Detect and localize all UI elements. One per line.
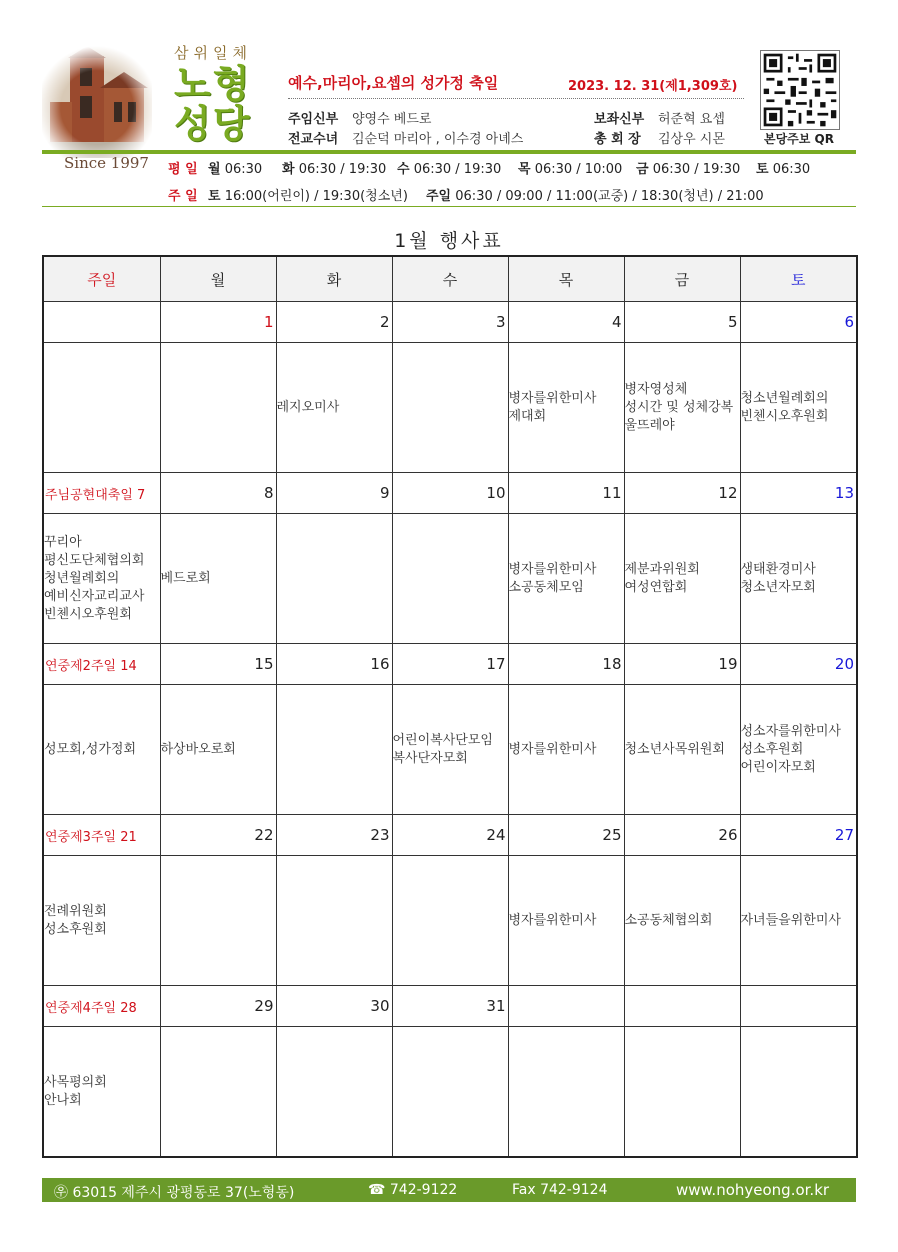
date-number: 19 — [718, 655, 738, 673]
date-number: 13 — [834, 484, 854, 502]
event-cell-mon — [160, 685, 276, 815]
pastor-label: 주임신부 — [288, 112, 339, 127]
date-number: 20 — [834, 655, 854, 673]
president-name: 김상우 시몬 — [658, 132, 725, 147]
date-cell-sat — [740, 986, 857, 1027]
date-cell-wed — [392, 815, 508, 856]
event-item: 성모회,성가정회 — [44, 741, 137, 757]
event-item: 레지오미사 — [276, 399, 340, 415]
date-number: 12 — [718, 484, 738, 502]
event-cell-sat — [740, 514, 857, 644]
event-item: 성시간 및 성체강복 — [624, 399, 734, 415]
date-cell-wed — [392, 644, 508, 685]
date-cell-fri — [624, 644, 740, 685]
event-cell-sat — [740, 685, 857, 815]
date-cell-thu — [508, 815, 624, 856]
date-cell-sat — [740, 815, 857, 856]
divider — [288, 98, 744, 99]
week-date-row — [43, 644, 857, 685]
event-cell-fri — [624, 343, 740, 473]
week-date-row — [43, 815, 857, 856]
date-number: 22 — [254, 826, 274, 844]
event-item: 청소년자모회 — [740, 579, 816, 595]
date-cell-sat — [740, 473, 857, 514]
event-item: 성소후원회 — [740, 741, 804, 757]
date-number: 23 — [370, 826, 390, 844]
church-building-image — [42, 46, 152, 158]
event-item: 예비신자교리교사 — [44, 588, 145, 604]
event-item: 여성연합회 — [624, 579, 688, 595]
event-cell-fri — [624, 1027, 740, 1158]
date-number: 2 — [379, 313, 390, 331]
date-number: 4 — [611, 313, 622, 331]
event-cell-fri — [624, 514, 740, 644]
week-event-row — [43, 514, 857, 644]
date-number: 3 — [495, 313, 506, 331]
event-item: 베드로회 — [160, 570, 211, 586]
event-cell-wed — [392, 1027, 508, 1158]
date-cell-sun — [43, 302, 160, 343]
event-item: 울뜨레야 — [624, 417, 675, 433]
date-number: 9 — [379, 484, 390, 502]
date-cell-mon — [160, 302, 276, 343]
date-cell-sat — [740, 302, 857, 343]
date-cell-sun — [43, 473, 160, 514]
issue-date: 2023. 12. 31(제1,309호) — [568, 79, 738, 94]
calendar-title: 1월 행사표 — [394, 230, 504, 252]
date-cell-mon — [160, 986, 276, 1027]
date-cell-sun — [43, 986, 160, 1027]
event-item: 청소년사목위원회 — [624, 741, 725, 757]
date-number: 1 — [263, 313, 274, 331]
mass-sat-eve: 토 16:00(어린이) / 19:30(청소년) — [208, 189, 408, 204]
footer-fax: Fax 742-9124 — [512, 1182, 608, 1198]
event-item: 성소자를위한미사 — [740, 723, 841, 739]
sunday-feast-label: 연중제3주일 21 — [45, 829, 137, 845]
header-divider — [42, 150, 856, 154]
event-cell-wed — [392, 685, 508, 815]
sunday-feast-label — [44, 315, 47, 330]
date-cell-sat — [740, 644, 857, 685]
date-number: 6 — [844, 313, 854, 331]
event-item: 사목평의회 — [44, 1074, 107, 1090]
event-cell-fri — [624, 685, 740, 815]
date-cell-tue — [276, 644, 392, 685]
event-item: 평신도단체협의회 — [44, 552, 145, 568]
date-number: 29 — [254, 997, 274, 1015]
date-cell-wed — [392, 986, 508, 1027]
event-cell-sun — [43, 856, 160, 986]
event-cell-mon — [160, 1027, 276, 1158]
header-sun: 주일 — [43, 256, 160, 302]
date-cell-thu — [508, 986, 624, 1027]
mass-sunday: 주일 06:30 / 09:00 / 11:00(교중) / 18:30(청년) / 21:00 — [426, 189, 764, 204]
event-cell-wed — [392, 343, 508, 473]
date-cell-thu — [508, 473, 624, 514]
date-number: 15 — [254, 655, 274, 673]
mass-fri: 금 06:30 / 19:30 — [636, 162, 741, 177]
event-item: 어린이자모회 — [740, 759, 816, 775]
date-number: 24 — [486, 826, 506, 844]
event-cell-sun — [43, 1027, 160, 1158]
feast-title: 예수,마리아,요셉의 성가정 축일 — [288, 74, 499, 92]
event-item: 성소후원회 — [44, 921, 107, 937]
event-item: 제대회 — [508, 408, 547, 424]
event-item: 꾸리아 — [44, 534, 82, 550]
sunday-feast-label: 연중제2주일 14 — [45, 658, 137, 674]
event-item: 생태환경미사 — [740, 561, 816, 577]
week-event-row — [43, 685, 857, 815]
date-number: 27 — [834, 826, 854, 844]
event-item: 제분과위원회 — [624, 561, 700, 577]
header-wed: 수 — [392, 256, 508, 302]
date-number: 25 — [602, 826, 622, 844]
week-event-row — [43, 1027, 857, 1158]
sisters-names: 김순덕 마리아 , 이수경 아녜스 — [352, 132, 524, 147]
footer-address: ㉾ 63015 제주시 광평동로 37(노형동) — [54, 1185, 295, 1201]
header-sat: 토 — [740, 256, 857, 302]
tagline: 삼위일체 — [174, 44, 252, 62]
date-number: 16 — [370, 655, 390, 673]
week-event-row — [43, 856, 857, 986]
event-item: 빈첸시오후원회 — [44, 606, 132, 622]
week-date-row — [43, 986, 857, 1027]
assistant-label: 보좌신부 — [594, 112, 645, 127]
date-number: 18 — [602, 655, 622, 673]
date-cell-wed — [392, 302, 508, 343]
event-cell-thu — [508, 685, 624, 815]
event-cell-wed — [392, 856, 508, 986]
event-item: 병자를위한미사 — [508, 390, 597, 406]
mass-tue: 화 06:30 / 19:30 — [282, 162, 387, 177]
date-number: 11 — [602, 484, 622, 502]
event-item: 빈첸시오후원회 — [740, 408, 829, 424]
sunday-label: 주 일 — [168, 189, 198, 204]
date-number — [738, 997, 740, 1015]
date-cell-fri — [624, 473, 740, 514]
mass-thu: 목 06:30 / 10:00 — [518, 162, 623, 177]
date-number: 31 — [486, 997, 506, 1015]
event-item: 청년월례회의 — [44, 570, 120, 586]
date-cell-thu — [508, 644, 624, 685]
date-cell-tue — [276, 815, 392, 856]
event-cell-mon — [160, 514, 276, 644]
event-cell-thu — [508, 514, 624, 644]
event-item: 병자를위한미사 — [508, 912, 597, 928]
event-item: 하상바오로회 — [160, 741, 236, 757]
sunday-feast-label: 주님공현대축일 7 — [45, 487, 146, 503]
date-cell-wed — [392, 473, 508, 514]
event-cell-thu — [508, 1027, 624, 1158]
event-cell-tue — [276, 856, 392, 986]
date-cell-sun — [43, 815, 160, 856]
pastor-name: 양영수 베드로 — [352, 112, 432, 127]
sisters-label: 전교수녀 — [288, 132, 339, 147]
event-cell-sun — [43, 685, 160, 815]
event-cell-fri — [624, 856, 740, 986]
date-cell-mon — [160, 473, 276, 514]
assistant-name: 허준혁 요셉 — [658, 112, 725, 127]
event-cell-thu — [508, 343, 624, 473]
logo-line2: 성당 — [174, 102, 252, 146]
weekday-label: 평 일 — [168, 162, 198, 177]
event-cell-thu — [508, 856, 624, 986]
weekday-mass-row — [168, 158, 198, 177]
president-label: 총 회 장 — [594, 132, 641, 147]
sunday-mass-row — [168, 185, 198, 204]
event-item: 소공동체협의회 — [624, 912, 713, 928]
date-cell-tue — [276, 473, 392, 514]
event-item: 안나회 — [44, 1092, 82, 1108]
header-mon: 월 — [160, 256, 276, 302]
event-cell-tue — [276, 514, 392, 644]
header-tue: 화 — [276, 256, 392, 302]
event-item: 자녀들을위한미사 — [740, 912, 841, 928]
event-cell-wed — [392, 514, 508, 644]
event-cell-tue — [276, 1027, 392, 1158]
event-item: 병자를위한미사 — [508, 741, 597, 757]
event-item: 소공동체모임 — [508, 579, 584, 595]
event-cell-sun — [43, 514, 160, 644]
date-number: 10 — [486, 484, 506, 502]
mass-sat: 토 06:30 — [756, 162, 811, 177]
date-number: 17 — [486, 655, 506, 673]
date-cell-sun — [43, 644, 160, 685]
event-item: 병자영성체 — [624, 381, 688, 397]
since-text: Since 1997 — [64, 154, 149, 172]
event-cell-tue — [276, 343, 392, 473]
event-item: 청소년월례회의 — [740, 390, 829, 406]
event-cell-tue — [276, 685, 392, 815]
date-number: 30 — [370, 997, 390, 1015]
date-number: 8 — [263, 484, 274, 502]
date-cell-tue — [276, 302, 392, 343]
event-cell-sat — [740, 1027, 857, 1158]
date-cell-fri — [624, 986, 740, 1027]
event-item: 전례위원회 — [44, 903, 107, 919]
header-fri: 금 — [624, 256, 740, 302]
date-cell-mon — [160, 644, 276, 685]
mass-mon: 월 06:30 — [208, 162, 263, 177]
event-item: 병자를위한미사 — [508, 561, 597, 577]
date-number: 26 — [718, 826, 738, 844]
week-date-row — [43, 302, 857, 343]
footer-bar — [42, 1178, 856, 1202]
event-cell-mon — [160, 343, 276, 473]
date-cell-fri — [624, 302, 740, 343]
date-number — [854, 997, 856, 1015]
qr-code-icon[interactable] — [760, 50, 840, 130]
date-cell-tue — [276, 986, 392, 1027]
date-cell-fri — [624, 815, 740, 856]
footer-website[interactable]: www.nohyeong.or.kr — [676, 1181, 830, 1199]
week-date-row — [43, 473, 857, 514]
event-calendar — [42, 255, 858, 1158]
event-item: 복사단자모회 — [392, 750, 468, 766]
date-number: 5 — [727, 313, 738, 331]
sunday-feast-label: 연중제4주일 28 — [45, 1000, 137, 1016]
date-number — [622, 997, 624, 1015]
footer-phone: ☎ 742-9122 — [368, 1182, 458, 1198]
schedule-divider — [42, 206, 856, 207]
date-cell-mon — [160, 815, 276, 856]
mass-wed: 수 06:30 / 19:30 — [397, 162, 502, 177]
event-cell-sat — [740, 343, 857, 473]
event-cell-sun — [43, 343, 160, 473]
event-item: 어린이복사단모임 — [392, 732, 493, 748]
header-thu: 목 — [508, 256, 624, 302]
event-cell-mon — [160, 856, 276, 986]
event-cell-sat — [740, 856, 857, 986]
calendar-header-row — [43, 256, 857, 302]
logo-line1: 노형 — [174, 62, 252, 106]
date-cell-thu — [508, 302, 624, 343]
week-event-row — [43, 343, 857, 473]
qr-label: 본당주보 QR — [764, 132, 834, 146]
